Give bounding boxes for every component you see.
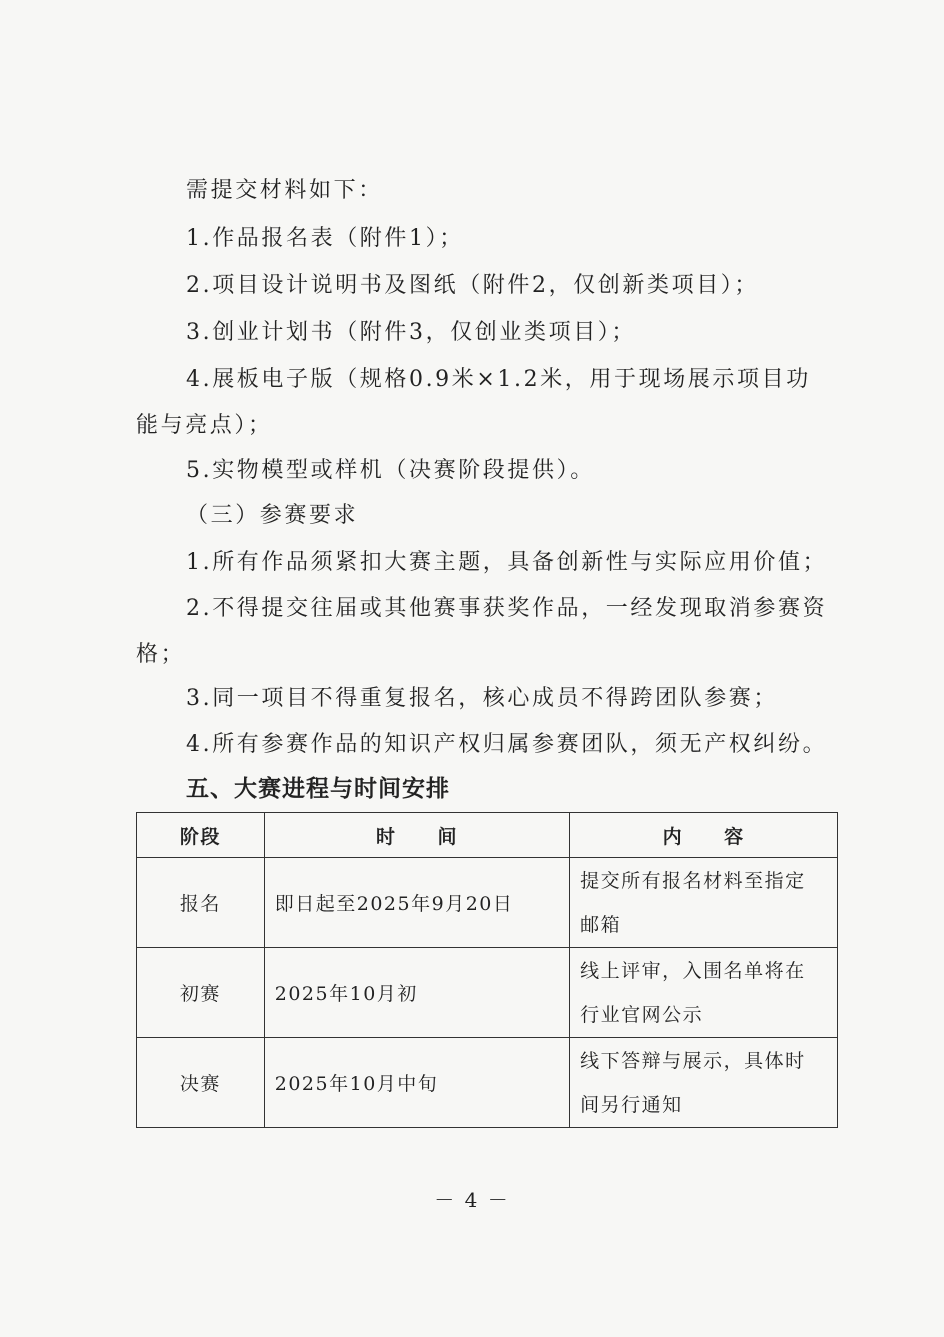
cell-content-line: 间另行通知 bbox=[580, 1093, 683, 1116]
table-row bbox=[137, 1038, 838, 1128]
cell-content bbox=[570, 948, 838, 1038]
paragraph-material-1: 1.作品报名表（附件1）； bbox=[186, 226, 464, 251]
cell-content-line: 邮箱 bbox=[580, 913, 622, 936]
paragraph-material-4-cont: 能与亮点）； bbox=[136, 413, 273, 438]
paragraph-requirement-2: 2.不得提交往届或其他赛事获奖作品，一经发现取消参赛资 bbox=[186, 596, 828, 621]
cell-time: 2025年10月初 bbox=[264, 948, 569, 1038]
header-time: 时 间 bbox=[264, 813, 569, 858]
cell-time: 即日起至2025年9月20日 bbox=[264, 858, 569, 948]
schedule-table bbox=[136, 812, 838, 1128]
cell-content bbox=[570, 858, 838, 948]
cell-content-line: 提交所有报名材料至指定 bbox=[580, 869, 806, 892]
paragraph-requirement-3: 3.同一项目不得重复报名，核心成员不得跨团队参赛； bbox=[186, 686, 778, 711]
table-row bbox=[137, 858, 838, 948]
table-header-row bbox=[137, 813, 838, 858]
cell-content bbox=[570, 1038, 838, 1128]
subsection-heading-requirements: （三）参赛要求 bbox=[186, 503, 359, 528]
cell-content-line: 线下答辩与展示，具体时 bbox=[580, 1049, 806, 1072]
cell-stage: 初赛 bbox=[137, 948, 265, 1038]
paragraph-requirement-4: 4.所有参赛作品的知识产权归属参赛团队，须无产权纠纷。 bbox=[186, 732, 828, 757]
paragraph-requirement-2-cont: 格； bbox=[136, 642, 186, 667]
page-number: － 4 － bbox=[434, 1188, 510, 1212]
cell-content-line: 行业官网公示 bbox=[580, 1003, 704, 1026]
paragraph-material-4: 4.展板电子版（规格0.9米×1.2米，用于现场展示项目功 bbox=[186, 367, 811, 392]
cell-content-line: 线上评审，入围名单将在 bbox=[580, 959, 806, 982]
paragraph-requirement-1: 1.所有作品须紧扣大赛主题，具备创新性与实际应用价值； bbox=[186, 550, 828, 575]
cell-stage: 报名 bbox=[137, 858, 265, 948]
section-heading: 五、大赛进程与时间安排 bbox=[186, 776, 450, 802]
table-row bbox=[137, 948, 838, 1038]
paragraph-material-5: 5.实物模型或样机（决赛阶段提供）。 bbox=[186, 458, 595, 483]
paragraph-materials-intro: 需提交材料如下： bbox=[186, 178, 383, 203]
paragraph-material-2: 2.项目设计说明书及图纸（附件2，仅创新类项目）； bbox=[186, 273, 759, 298]
header-stage: 阶段 bbox=[137, 813, 265, 858]
cell-stage: 决赛 bbox=[137, 1038, 265, 1128]
paragraph-material-3: 3.创业计划书（附件3，仅创业类项目）； bbox=[186, 320, 636, 345]
cell-time: 2025年10月中旬 bbox=[264, 1038, 569, 1128]
header-content: 内 容 bbox=[570, 813, 838, 858]
